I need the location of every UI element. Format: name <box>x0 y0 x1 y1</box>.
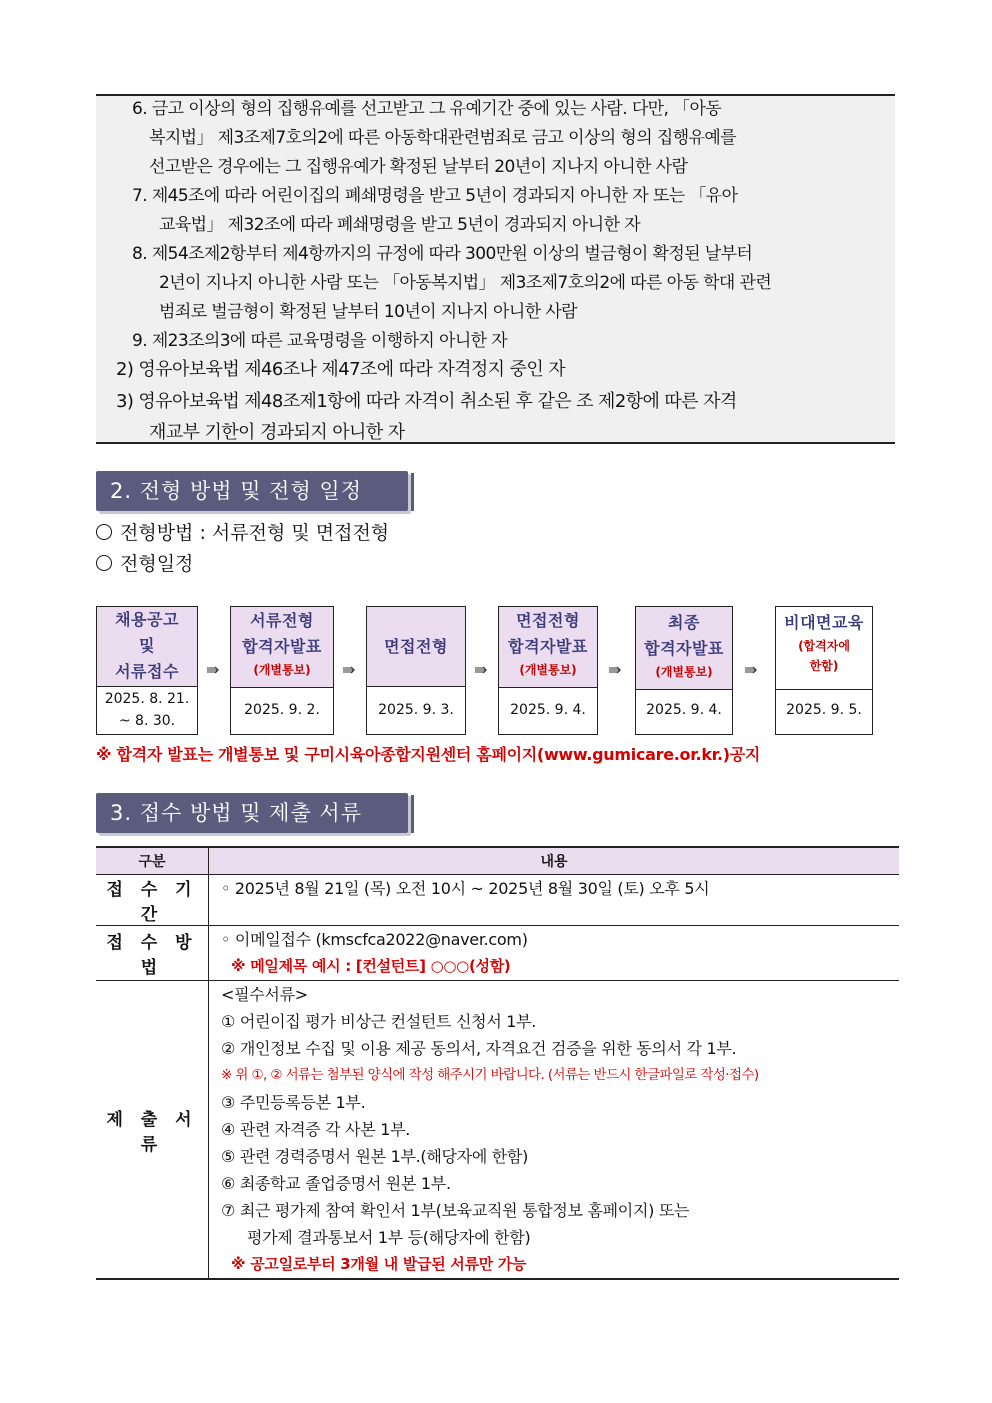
table-row <box>96 981 899 1280</box>
flow-step-final-result: 최종 합격자발표 (개별통보) 2025. 9. 4. <box>635 606 733 735</box>
criteria-line: 3) 영유아보육법 제48조제1항에 따라 자격이 취소된 후 같은 조 제2항에 따른 자격 <box>116 391 737 412</box>
table-row <box>96 926 899 981</box>
submission-table <box>96 846 899 1280</box>
criteria-line: 9. 제23조의3에 따른 교육명령을 이행하지 아니한 자 <box>132 331 508 351</box>
criteria-line: 8. 제54조제2항부터 제4항까지의 규정에 따라 300만원 이상의 벌금형이 확정된 날부터 <box>132 244 753 264</box>
documents-final-note: ※ 공고일로부터 3개월 내 발급된 서류만 가능 <box>231 1255 527 1273</box>
flow-arrow-icon: ⇛ <box>608 660 622 679</box>
document-item: 평가제 결과통보서 1부 등(해당자에 한함) <box>247 1228 531 1247</box>
criteria-line: 범죄로 벌금형이 확정된 날부터 10년이 지나지 아니한 사람 <box>159 302 577 322</box>
document-item: ⑦ 최근 평가제 참여 확인서 1부(보육교직원 통합정보 홈페이지) 또는 <box>221 1201 690 1220</box>
criteria-line: 2년이 지나지 아니한 사람 또는 「아동복지법」 제3조제7호의2에 따른 아동 학대 관련 <box>159 273 772 293</box>
period-content: ◦ 2025년 8월 21일 (목) 오전 10시 ~ 2025년 8월 30일 (토) 오후 5시 <box>209 875 900 926</box>
circle-bullet-icon <box>96 555 112 571</box>
document-item: ② 개인정보 수집 및 이용 제공 동의서, 자격요건 검증을 위한 동의서 각 1부. <box>221 1039 737 1058</box>
criteria-line: 재교부 기한이 경과되지 아니한 자 <box>149 422 405 443</box>
flow-step-interview-result: 면접전형 합격자발표 (개별통보) 2025. 9. 4. <box>498 606 598 735</box>
disqualification-criteria-box <box>96 94 895 444</box>
criteria-line: 복지법」 제3조제7호의2에 따른 아동학대관련범죄로 금고 이상의 형의 집행유예를 <box>149 128 736 148</box>
document-item: ⑥ 최종학교 졸업증명서 원본 1부. <box>221 1174 451 1193</box>
documents-note: ※ 위 ①, ② 서류는 첨부된 양식에 작성 해주시기 바랍니다. (서류는 반드시 한글파일로 작성·접수) <box>221 1067 759 1083</box>
method-content: ◦ 이메일접수 (kmscfca2022@naver.com) ※ 메일제목 예시 : [컨설턴트] ○○○(성함) <box>209 926 900 981</box>
documents-content: <필수서류> ① 어린이집 평가 비상근 컨설턴트 신청서 1부. ② 개인정보 수집 및 이용 제공 동의서, 자격요건 검증을 위한 동의서 각 1부. ※ 위 ①, ② 서류는 첨부된 양식에 작성 해주시기 바랍니다. (서류는 반드시 한글파일로 작성·접수) ③ 주민등록등본 1부. ④ 관련 자격증 각 사본 1부. ⑤ 관련 경력증명서 원본 1부.(해당자에 한함) ⑥ 최종학교 졸업증명서 원본 1부. ⑦ 최근 평가제 참여 확인서 1부(보육교직원 통합정보 홈페이지) 또는 평가제 결과통보서 1부 등(해당자에 한함) ※ 공고일로부터 3개월 내 발급된 서류만 가능 <box>209 981 900 1280</box>
document-item: ① 어린이집 평가 비상근 컨설턴트 신청서 1부. <box>221 1012 537 1031</box>
flow-arrow-icon: ⇛ <box>342 660 356 679</box>
method-label: 접 수 방 법 <box>96 926 209 981</box>
flow-step-interview: 면접전형 2025. 9. 3. <box>366 606 466 735</box>
result-notice: ※ 합격자 발표는 개별통보 및 구미시육아종합지원센터 홈페이지(www.gumicare.or.kr.)공지 <box>96 745 761 764</box>
section-3-heading: 3. 접수 방법 및 제출 서류 <box>96 793 408 833</box>
document-item: ⑤ 관련 경력증명서 원본 1부.(해당자에 한함) <box>221 1147 529 1166</box>
criteria-line: 6. 금고 이상의 형의 집행유예를 선고받고 그 유예기간 중에 있는 사람. 다만, 「아동 <box>132 99 722 119</box>
schedule-line: 전형일정 <box>96 552 193 576</box>
flow-arrow-icon: ⇛ <box>474 660 488 679</box>
circle-bullet-icon <box>96 524 112 540</box>
document-item: ④ 관련 자격증 각 사본 1부. <box>221 1120 411 1139</box>
period-label: 접 수 기 간 <box>96 875 209 926</box>
criteria-line: 선고받은 경우에는 그 집행유예가 확정된 날부터 20년이 지나지 아니한 사람 <box>149 157 688 177</box>
document-item: ③ 주민등록등본 1부. <box>221 1093 366 1112</box>
method-line: 전형방법 : 서류전형 및 면접전형 <box>96 521 389 545</box>
flow-step-application: 채용공고 및 서류접수 2025. 8. 21. ~ 8. 30. <box>96 606 198 735</box>
header-content-cell: 내용 <box>209 847 900 875</box>
flow-arrow-icon: ⇛ <box>744 660 758 679</box>
table-row <box>96 875 899 926</box>
flow-step-online-training: 비대면교육 (합격자에 한함) 2025. 9. 5. <box>775 606 873 735</box>
criteria-line: 2) 영유아보육법 제46조나 제47조에 따라 자격정지 중인 자 <box>116 359 566 380</box>
email-subject-note: ※ 메일제목 예시 : [컨설턴트] ○○○(성함) <box>231 957 511 975</box>
criteria-line: 7. 제45조에 따라 어린이집의 폐쇄명령을 받고 5년이 경과되지 아니한 자 또는 「유아 <box>132 186 738 206</box>
flow-arrow-icon: ⇛ <box>206 660 220 679</box>
header-label-cell: 구분 <box>96 847 209 875</box>
flow-step-document-result: 서류전형 합격자발표 (개별통보) 2025. 9. 2. <box>230 606 334 735</box>
section-2-heading: 2. 전형 방법 및 전형 일정 <box>96 471 408 511</box>
table-header-row <box>96 847 899 875</box>
documents-label: 제 출 서 류 <box>96 981 209 1280</box>
criteria-line: 교육법」 제32조에 따라 폐쇄명령을 받고 5년이 경과되지 아니한 자 <box>159 215 641 235</box>
